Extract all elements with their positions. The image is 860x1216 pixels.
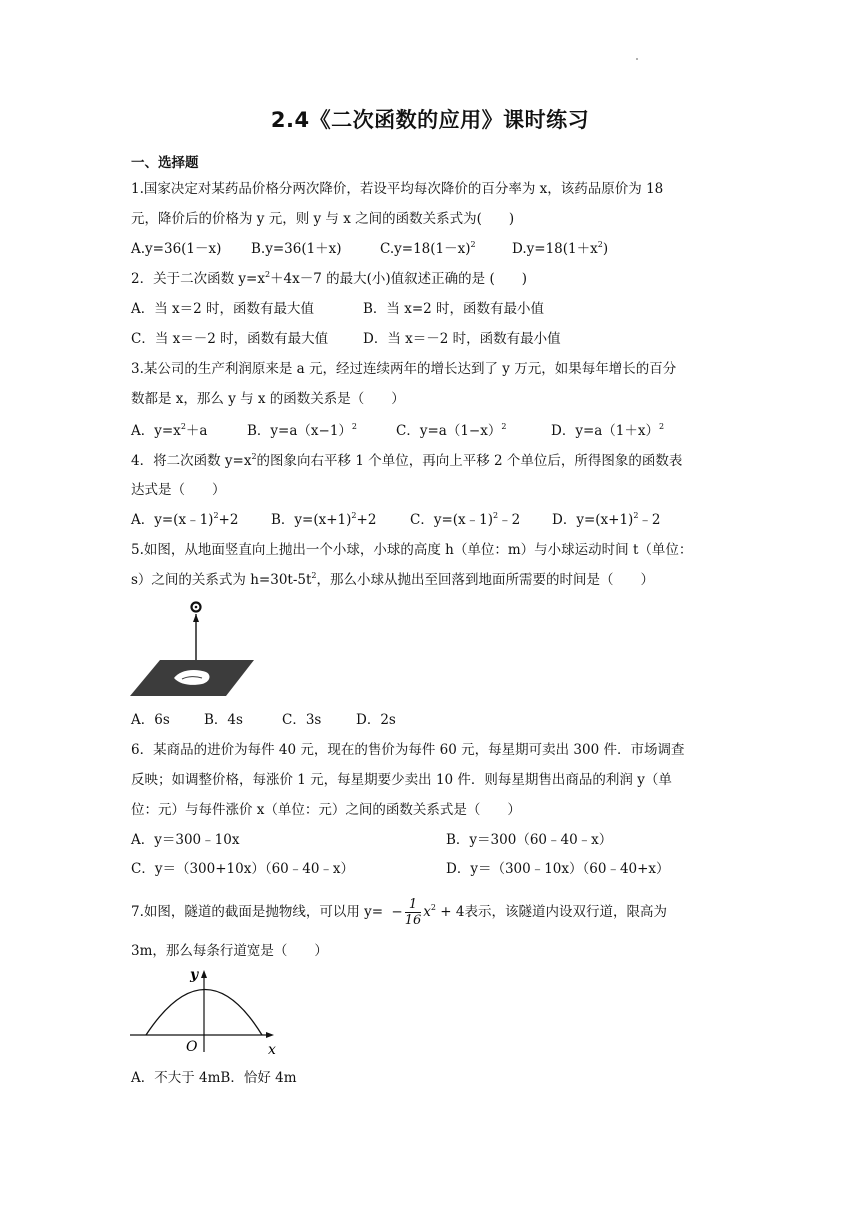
q5-line2: s）之间的关系式为 $h=30t-5t^2$，那么小球从抛出至回落到地面所需要的时间是（ ） (131, 571, 654, 588)
origin-label: O (186, 1039, 198, 1055)
fraction: $\frac{1}{16}$ (404, 897, 422, 928)
tunnel-parabola-figure (128, 962, 288, 1062)
q6-option-b: B．y＝300（60﹣40﹣x） (446, 832, 613, 848)
q3-line1: 3.某公司的生产利润原来是 a 元，经过连续两年的增长达到了 y 万元，如果每年增长的百分 (131, 361, 677, 377)
q6-option-a: A．y＝300﹣10x (131, 832, 240, 848)
page-title: 2.4《二次函数的应用》课时练习 (270, 108, 590, 132)
q4-option-a: A．y=(x﹣1)$^2$+2 (131, 511, 239, 528)
q6-option-c: C．y＝（300+10x）（60﹣40﹣x） (131, 861, 355, 877)
section-heading: 一、选择题 (131, 155, 199, 171)
q2-option-c: C．当 x＝－2 时，函数有最大值 (131, 331, 329, 347)
page-mark (636, 58, 638, 60)
ball-throw-figure (130, 598, 255, 698)
y-axis-label: y (190, 967, 199, 983)
q1-line1: 1.国家决定对某药品价格分两次降价，若设平均每次降价的百分率为 x，该药品原价为 18 (131, 181, 664, 197)
q1-option-b: B.y=36(1＋x) (251, 241, 342, 257)
q2-option-d: D．当 x＝－2 时，函数有最小值 (363, 331, 561, 347)
q5-line1: 5.如图，从地面竖直向上抛出一个小球，小球的高度 h（单位：m）与小球运动时间 t（单位： (131, 542, 693, 558)
q1-option-c: $C.y=18(1-x)^2$ (380, 240, 476, 257)
q5-option-d: D．2s (356, 712, 396, 728)
q7-options: A．不大于 4mB．恰好 4m (131, 1070, 297, 1086)
q5-option-a: A．6s (131, 712, 170, 728)
q1-line2: 元，降价后的价格为 y 元，则 y 与 x 之间的函数关系式为( ) (131, 211, 515, 227)
q6-line2: 反映；如调整价格，每涨价 1 元，每星期要少卖出 10 件．则每星期售出商品的利润 y（单 (131, 772, 672, 788)
q4-option-d: D．$y=(x+1)^2﹣2$ (552, 511, 661, 528)
q5-option-c: C．3s (282, 712, 322, 728)
q3-line2: 数都是 x，那么 y 与 x 的函数关系是（ ） (131, 391, 405, 407)
q6-line1: 6．某商品的进价为每件 40 元，现在的售价为每件 60 元，每星期可卖出 300 件．市场调查 (131, 742, 685, 758)
q3-option-d: D．$y=a(1+x)^2$ (551, 422, 665, 439)
q4-line2: 达式是（ ） (131, 482, 226, 498)
q2-option-b: B．当 x=2 时，函数有最小值 (363, 301, 545, 317)
x-axis-label: x (268, 1042, 276, 1058)
q7-line2: 3m，那么每条行道宽是（ ） (131, 943, 328, 959)
q1-option-d: $D.y=18(1+x^2)$ (512, 240, 609, 257)
q4-option-c: C．y=(x﹣1)$^2$﹣2 (410, 511, 521, 528)
q5-option-b: B．4s (204, 712, 243, 728)
q3-option-c: C．$y=a(1-x)^2$ (396, 422, 507, 439)
q2-line1: 2．关于二次函数 $y=x^2+4x-7$ 的最大(小)值叙述正确的是 ( ) (131, 270, 527, 287)
q1-option-a: A.y=36(1－x) (131, 241, 222, 257)
q4-line1: 4．将二次函数 $y=x^2$的图象向右平移 1 个单位，再向上平移 2 个单位后，所得图象的函数表 (131, 452, 683, 469)
q6-option-d: D．y＝（300﹣10x）（60﹣40+x） (446, 861, 670, 877)
q3-option-a: A．$y=x^2+a$ (131, 422, 208, 439)
q6-line3: 位：元）与每件涨价 x（单位：元）之间的函数关系式是（ ） (131, 802, 521, 818)
q7-line1: 7.如图，隧道的截面是抛物线，可以用 y= − $\frac{1}{16}$ $x^2 + 4$表示，该隧道内设双行道，限高为 (131, 897, 667, 928)
q2-option-a: A．当 x＝2 时，函数有最大值 (131, 301, 315, 317)
q3-option-b: B．$y=a(x-1)^2$ (247, 422, 358, 439)
q4-option-b: B．$y=(x+1)^2+2$ (271, 511, 377, 528)
